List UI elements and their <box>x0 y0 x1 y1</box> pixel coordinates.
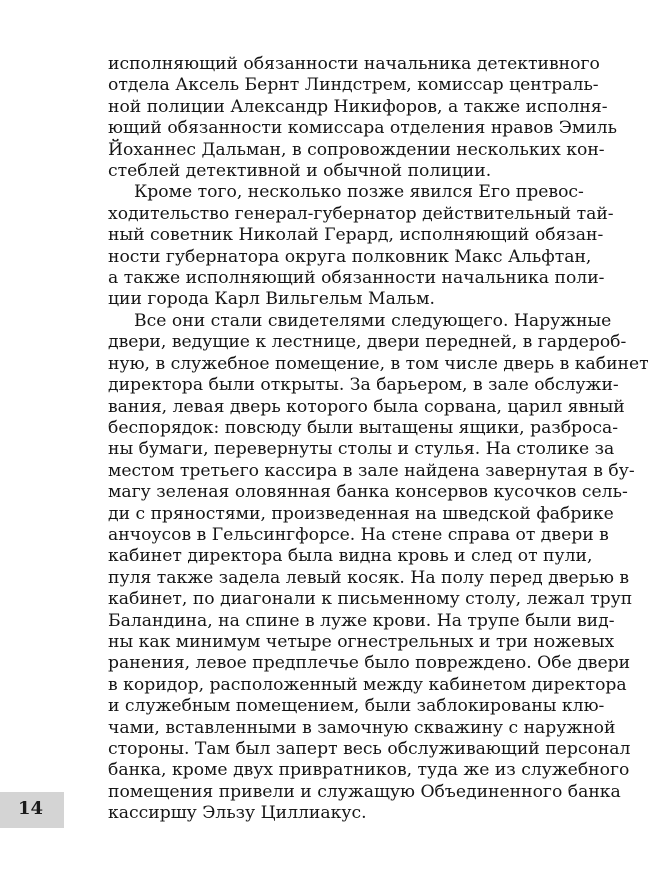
text-line: ный советник Николай Герард, исполняющий обязан- <box>108 225 604 246</box>
text-line: помещения привели и служащую Объединенного банка <box>108 781 621 802</box>
text-line: и служебным помещением, были заблокированы клю- <box>108 696 605 717</box>
text-line: директора были открыты. За барьером, в зале обслужи- <box>108 375 619 396</box>
text-line: Кроме того, несколько позже явился Его превос- <box>134 182 584 203</box>
text-line: пуля также задела левый косяк. На полу перед дверью в <box>108 567 630 588</box>
text-line: магу зеленая оловянная банка консервов кусочков сель- <box>108 482 628 503</box>
text-line: ющий обязанности комиссара отделения нравов Эмиль <box>108 118 617 139</box>
text-line: ной полиции Александр Никифоров, а также исполня- <box>108 96 608 117</box>
text-line: в коридор, расположенный между кабинетом директора <box>108 674 627 695</box>
text-line: ранения, левое предплечье было повреждено. Обе двери <box>108 653 631 674</box>
text-line: ходительство генерал-губернатор действительный тай- <box>108 203 614 224</box>
text-line: ны как минимум четыре огнестрельных и три ножевых <box>108 631 615 652</box>
text-line: анчоусов в Гельсингфорсе. На стене справа от двери в <box>108 524 609 545</box>
text-line: Все они стали свидетелями следующего. Наружные <box>134 310 612 331</box>
text-line: Йоханнес Дальман, в сопровождении нескольких кон- <box>108 139 605 160</box>
text-line: Баландина, на спине в луже крови. На трупе были вид- <box>108 610 615 631</box>
text-line: двери, ведущие к лестнице, двери передней, в гардероб- <box>108 332 627 353</box>
text-line: кассиршу Эльзу Циллиакус. <box>108 803 367 824</box>
text-line: ции города Карл Вильгельм Мальм. <box>108 289 435 310</box>
text-line: отдела Аксель Бернт Линдстрем, комиссар централь- <box>108 75 599 96</box>
text-line: стеблей детективной и обычной полиции. <box>108 161 492 182</box>
text-line: стороны. Там был заперт весь обслуживающий персонал <box>108 739 631 759</box>
text-line: вания, левая дверь которого была сорвана, царил явный <box>108 396 625 417</box>
text-line: ны бумаги, перевернуты столы и стулья. На столике за <box>108 439 615 460</box>
text-line: ности губернатора округа полковник Макс Альфтан, <box>108 246 592 267</box>
text-line: ную, в служебное помещение, в том числе дверь в кабинет <box>108 353 649 374</box>
text-line: банка, кроме двух привратников, туда же из служебного <box>108 760 630 781</box>
text-line: кабинет директора была видна кровь и след от пули, <box>108 546 593 567</box>
page-number: 14 <box>18 798 44 819</box>
text-line: чами, вставленными в замочную скважину с наружной <box>108 717 616 738</box>
page-number-tab <box>0 792 64 828</box>
text-line: а также исполняющий обязанности начальника поли- <box>108 268 605 289</box>
text-line: беспорядок: повсюду были вытащены ящики, разброса- <box>108 417 619 438</box>
text-line: местом третьего кассира в зале найдена завернутая в бу- <box>108 460 635 481</box>
text-line: кабинет, по диагонали к письменному столу, лежал труп <box>108 589 633 610</box>
text-line: исполняющий обязанности начальника детективного <box>108 54 600 74</box>
body-text <box>108 54 649 825</box>
text-line: ди с пряностями, произведенная на шведской фабрике <box>108 503 614 524</box>
